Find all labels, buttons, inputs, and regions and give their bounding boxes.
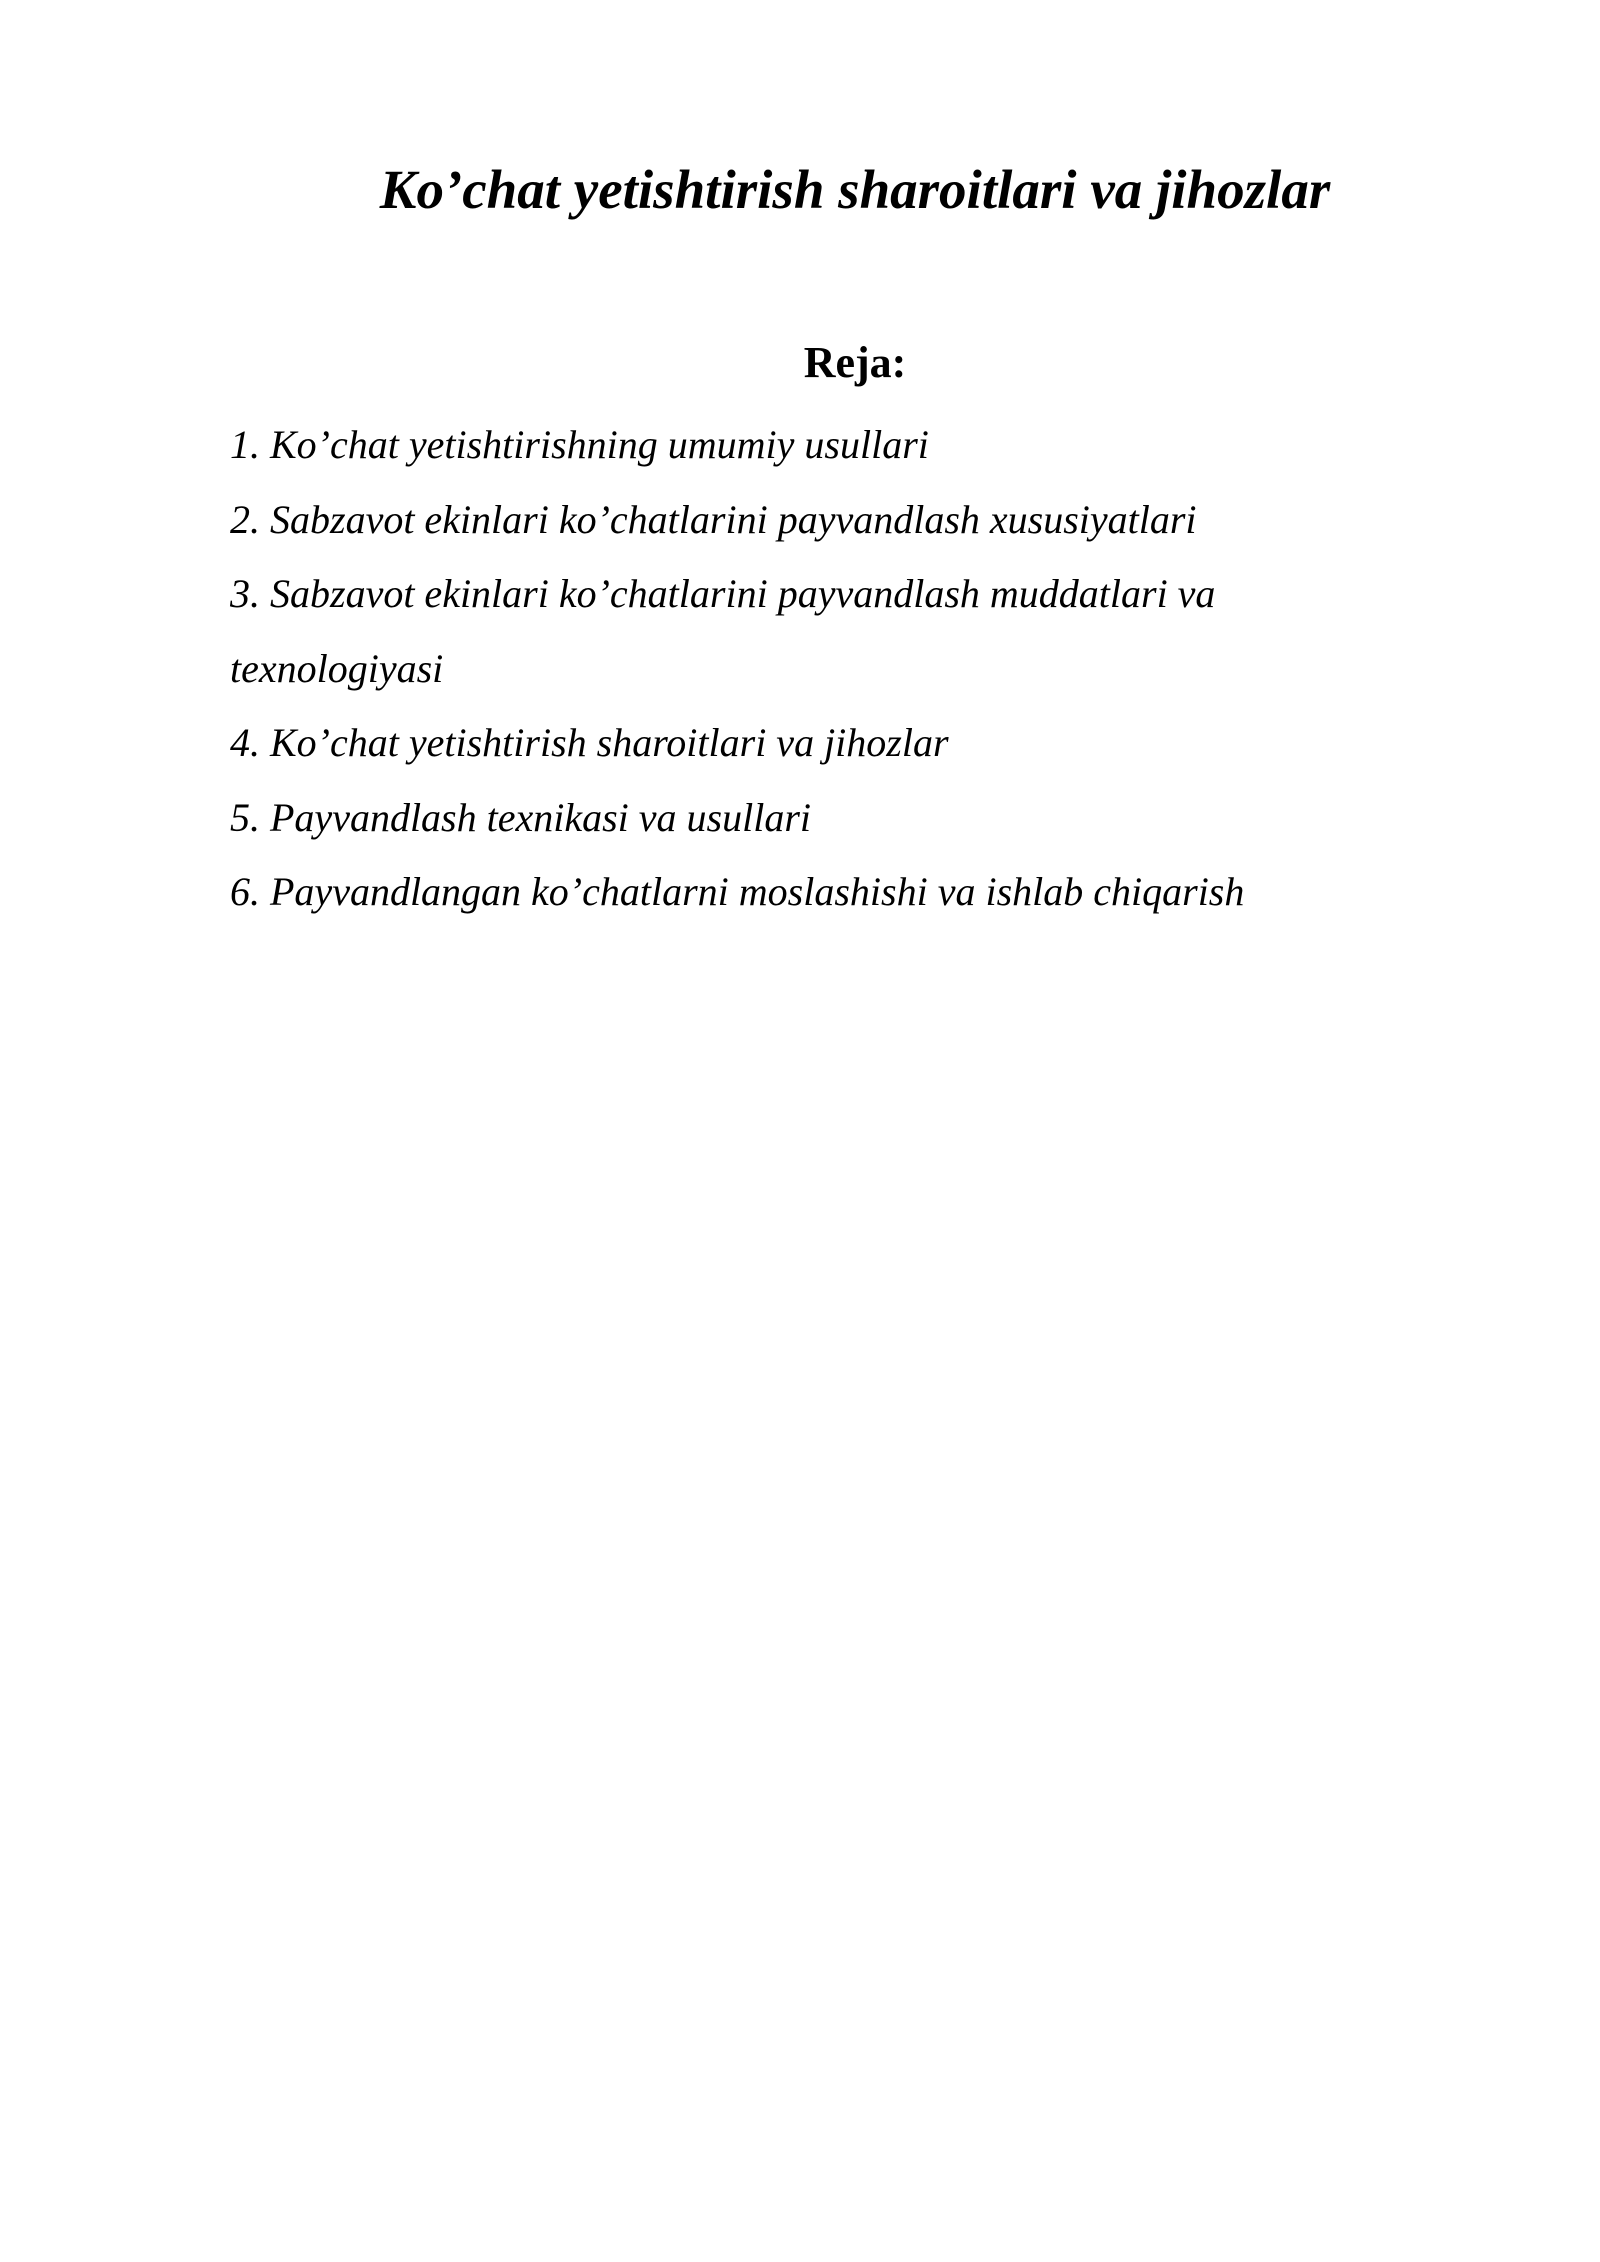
plan-item: 6. Payvandlangan ko’chatlarni moslashishi va ishlab chiqarish [230, 869, 1245, 914]
page-title: Ko’chat yetishtirish sharoitlari va jihozlar [379, 159, 1331, 220]
plan-item: 3. Sabzavot ekinlari ko’chatlarini payvandlash muddatlari va texnologiyasi [230, 571, 1216, 691]
plan-heading: Reja: [803, 338, 907, 387]
plan-item: 1. Ko’chat yetishtirishning umumiy usullari [230, 422, 929, 467]
plan-item: 2. Sabzavot ekinlari ko’chatlarini payvandlash xususiyatlari [230, 496, 1197, 542]
plan-item: 5. Payvandlash texnikasi va usullari [230, 794, 812, 840]
plan-list [230, 408, 1430, 930]
plan-item: 4. Ko’chat yetishtirish sharoitlari va jihozlar [230, 720, 949, 765]
